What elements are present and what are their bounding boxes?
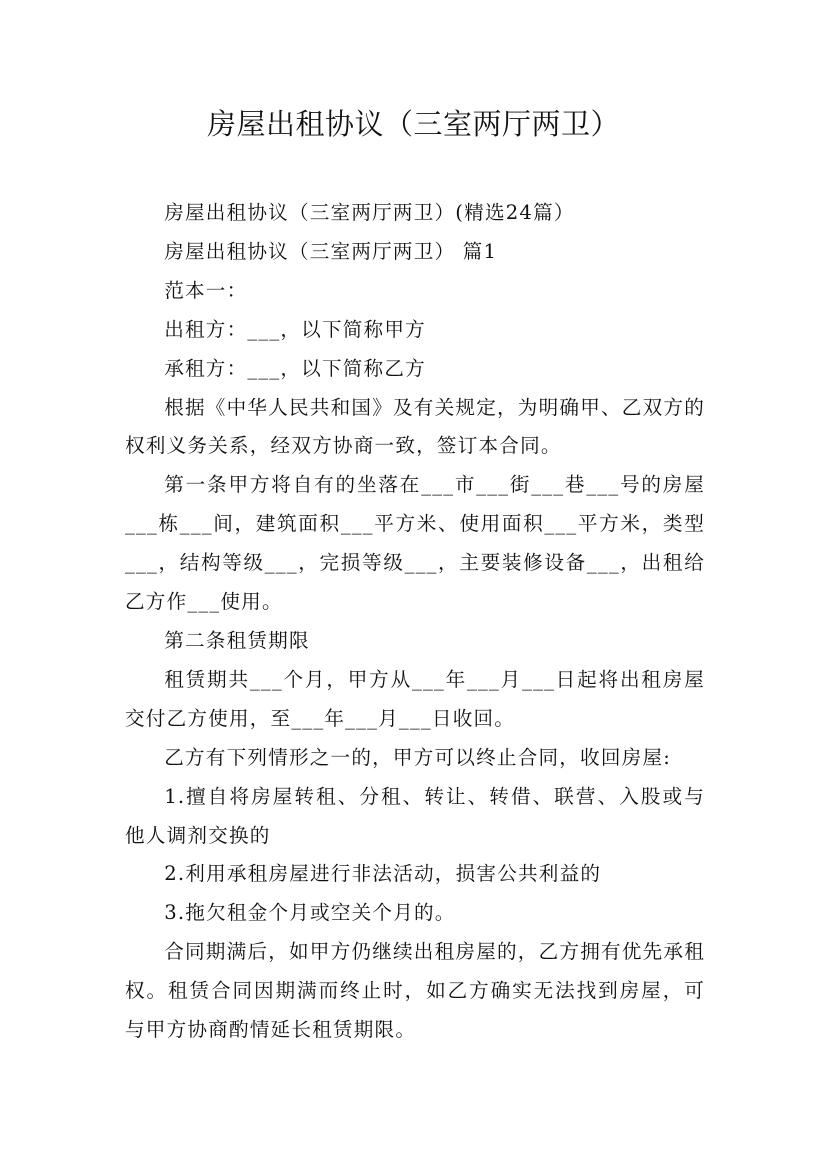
- paragraph-lease-term: 租赁期共___个月，甲方从___年___月___日起将出租房屋交付乙方使用，至___年___月___日收回。: [125, 667, 705, 730]
- paragraph-termination-item-1: 1.擅自将房屋转租、分租、转让、转借、联营、入股或与他人调剂交换的: [125, 784, 705, 847]
- paragraph-collection-heading: 房屋出租协议（三室两厅两卫）(精选24篇）: [164, 201, 575, 224]
- paragraph-template-label: 范本一：: [164, 278, 248, 302]
- paragraph-termination-item-3: 3.拖欠租金个月或空关个月的。: [164, 901, 456, 925]
- paragraph-lessor: 出租方：___，以下简称甲方: [164, 317, 426, 341]
- paragraph-preamble: 根据《中华人民共和国》及有关规定，为明确甲、乙双方的权利义务关系，经双方协商一致，签订本合同。: [125, 395, 705, 458]
- document-title: 房屋出租协议（三室两厅两卫）: [206, 107, 620, 141]
- paragraph-termination-intro: 乙方有下列情形之一的，甲方可以终止合同，收回房屋:: [164, 745, 672, 769]
- paragraph-termination-item-2: 2.利用承租房屋进行非法活动，损害公共利益的: [164, 862, 602, 886]
- paragraph-article-1: 第一条甲方将自有的坐落在___市___街___巷___号的房屋___栋___间，建筑面积___平方米、使用面积___平方米，类型___，结构等级___，完损等级___，主要装修设备___，出租给乙方作___使用。: [125, 473, 705, 614]
- paragraph-renewal: 合同期满后，如甲方仍继续出租房屋的，乙方拥有优先承租权。租赁合同因期满而终止时，如乙方确实无法找到房屋，可与甲方协商酌情延长租赁期限。: [125, 940, 705, 1042]
- document-body: [125, 194, 705, 1050]
- paragraph-section-heading: 房屋出租协议（三室两厅两卫） 篇1: [164, 239, 498, 263]
- paragraph-lessee: 承租方：___，以下简称乙方: [164, 356, 426, 380]
- paragraph-article-2-heading: 第二条租赁期限: [164, 628, 310, 652]
